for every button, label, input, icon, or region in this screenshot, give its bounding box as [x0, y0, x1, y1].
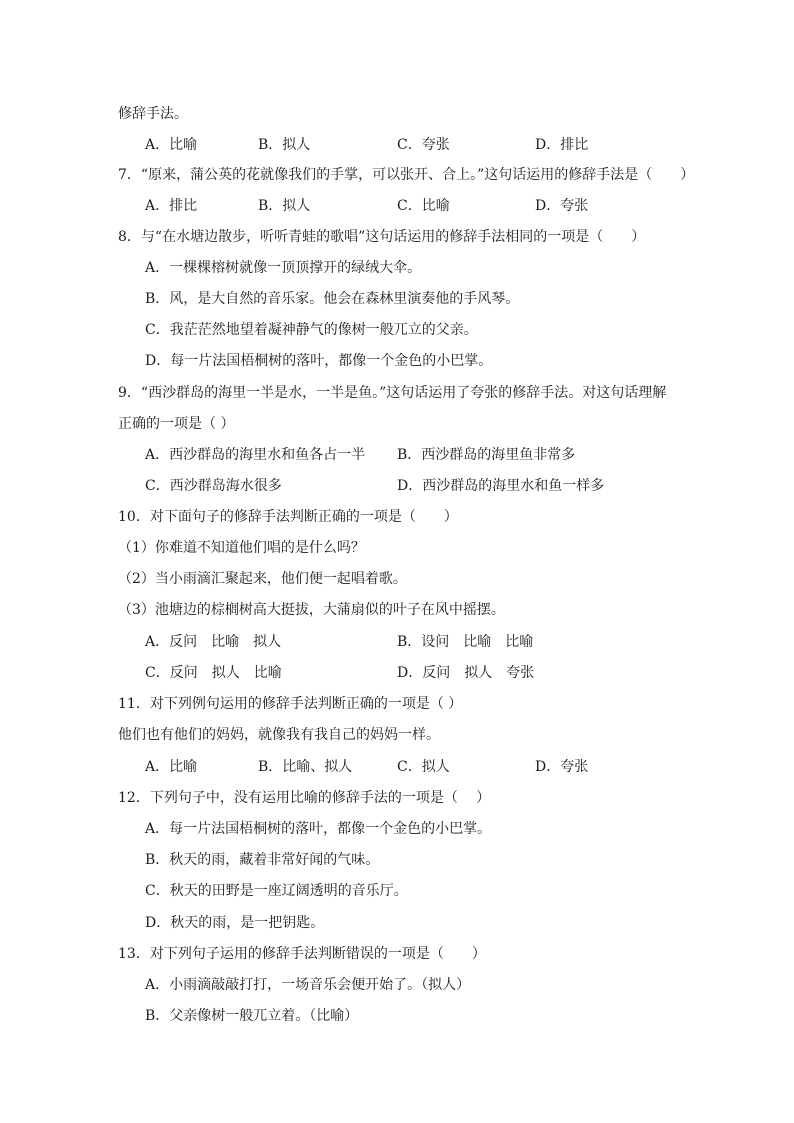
- q9-option-c: C．西沙群岛海水很多: [145, 478, 282, 494]
- q13-stem: 13．对下列句子运用的修辞手法判断错误的一项是（ ）: [118, 946, 486, 962]
- q11-option-d: D．夸张: [535, 759, 589, 775]
- q11-option-a: A．比喻: [145, 759, 198, 775]
- q12-option-a: A．每一片法国梧桐树的落叶，都像一个金色的小巴掌。: [145, 821, 492, 837]
- q6-option-b: B．拟人: [258, 137, 311, 153]
- q10-sentence-1: （1）你难道不知道他们唱的是什么吗？: [118, 540, 365, 556]
- q11-example: 他们也有他们的妈妈，就像我有我自己的妈妈一样。: [118, 727, 440, 743]
- q6-option-c: C．夸张: [397, 137, 450, 153]
- q7-stem: 7．“原来，蒲公英的花就像我们的手掌，可以张开、合上。”这句话运用的修辞手法是（ ）: [118, 167, 695, 183]
- q9-option-b: B．西沙群岛的海里鱼非常多: [397, 447, 576, 463]
- q10-option-c: C．反问 拟人 比喻: [145, 665, 282, 681]
- q12-option-d: D．秋天的雨，是一把钥匙。: [145, 915, 325, 931]
- q6-stem-tail: 修辞手法。: [118, 106, 188, 122]
- q12-stem: 12．下列句子中，没有运用比喻的修辞手法的一项是（ ）: [118, 790, 491, 806]
- q7-option-b: B．拟人: [258, 198, 311, 214]
- q8-stem: 8．与“在水塘边散步，听听青蛙的歌唱”这句话运用的修辞手法相同的一项是（ ）: [118, 229, 646, 245]
- q9-option-a: A．西沙群岛的海里水和鱼各占一半: [145, 447, 366, 463]
- q11-option-b: B．比喻、拟人: [258, 759, 353, 775]
- q8-option-b: B．风，是大自然的音乐家。他会在森林里演奏他的手风琴。: [145, 291, 520, 307]
- q8-option-d: D．每一片法国梧桐树的落叶，都像一个金色的小巴掌。: [145, 353, 493, 369]
- q10-sentence-2: （2）当小雨滴汇聚起来，他们便一起唱着歌。: [118, 571, 407, 587]
- q7-option-a: A．排比: [145, 198, 198, 214]
- q8-option-a: A．一棵棵榕树就像一顶顶撑开的绿绒大伞。: [145, 260, 422, 276]
- q12-option-b: B．秋天的雨，藏着非常好闻的气味。: [145, 852, 380, 868]
- q10-stem: 10．对下面句子的修辞手法判断正确的一项是（ ）: [118, 509, 458, 525]
- q9-stem-line1: 9．“西沙群岛的海里一半是水，一半是鱼。”这句话运用了夸张的修辞手法。对这句话理解: [118, 385, 667, 401]
- q6-option-a: A．比喻: [145, 137, 198, 153]
- q7-option-d: D．夸张: [535, 198, 589, 214]
- q12-option-c: C．秋天的田野是一座辽阔透明的音乐厅。: [145, 883, 408, 899]
- q9-option-d: D．西沙群岛的海里水和鱼一样多: [397, 478, 605, 494]
- q11-stem: 11．对下列例句运用的修辞手法判断正确的一项是（ ）: [118, 696, 463, 712]
- q7-option-c: C．比喻: [397, 198, 450, 214]
- q10-option-a: A．反问 比喻 拟人: [145, 634, 282, 650]
- q10-sentence-3: （3）池塘边的棕榈树高大挺拔，大蒲扇似的叶子在风中摇摆。: [118, 602, 505, 618]
- q10-option-d: D．反问 拟人 夸张: [397, 665, 535, 681]
- q13-option-a: A．小雨滴敲敲打打，一场音乐会便开始了。（拟人）: [145, 977, 471, 993]
- q13-option-b: B．父亲像树一般兀立着。（比喻）: [145, 1008, 359, 1024]
- q11-option-c: C．拟人: [397, 759, 450, 775]
- q10-option-b: B．设问 比喻 比喻: [397, 634, 534, 650]
- q9-stem-line2: 正确的一项是（ ）: [118, 416, 235, 432]
- q6-option-d: D．排比: [535, 137, 589, 153]
- q8-option-c: C．我茫茫然地望着凝神静气的像树一般兀立的父亲。: [145, 322, 478, 338]
